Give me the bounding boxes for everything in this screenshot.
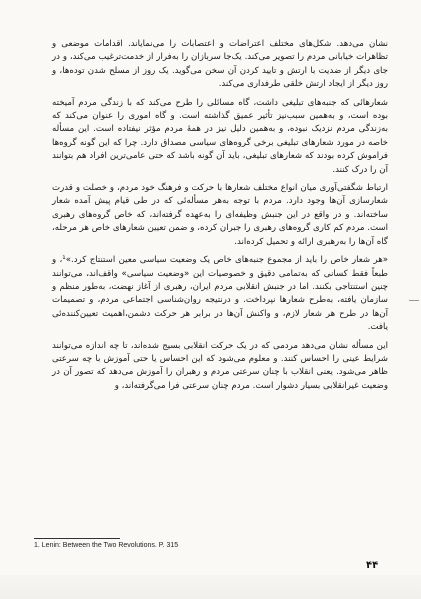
- paragraph: «هر شعار خاص را باید از مجموع جنبه‌های خاص یک وضعیت سیاسی معین استنتاج کرد.»¹، و طبعاً فقط کسانی که به‌تمامی دقیق و خصوصیات این «وضعیت سیاسی» واقف‌اند، می‌توانند چنین استنتاجی بکنند. اما در جنبش انقلابی مردم ایران، رهبری از آغاز نهضت، به‌طور منظم و سازمان یافته، به‌طرح شعارها نپرداخت. و درنتیجه روان‌شناسی اجتماعی مردم، و تصمیمات آن‌ها در طرح هر شعار لازم، و واکنش آن‌ها در برابر هر حرکت دشمن،اهمیت تعیین‌کننده‌ئی یافت.: [52, 255, 388, 333]
- paragraph: شعارهائی که جنبه‌های تبلیغی داشت، گاه مسائلی را طرح می‌کند که با زندگی مردم آمیخته بوده است، و به‌همین سبب‌نیز تأثیر عمیق گذاشته است. و گاه اموری را عنوان می‌کند که به‌زندگی مردم نزدیک نبوده، و به‌همین دلیل نیز در همهٔ مردم مؤثر نیفتاده است. این مسأله خاصه در مورد شعارهای تبلیغی برخی گروه‌های سیاسی مصداق دارد. چرا که این گونه گروه‌ها فراموش کرده بودند که شعارهای تبلیغی، باید آن گونه باشد که حتی عامی‌ترین افراد هم بتوانند آن را درک کنند.: [52, 97, 388, 175]
- paragraph: ارتباط شگفتی‌آوری میان انواع مختلف شعارها با حرکت و فرهنگ خود مردم، و خصلت و قدرت شعارسازی آن‌ها وجود دارد. مردم با توجه به‌هر مسأله‌ئی که در طی قیام پیش آمده شعار ساخته‌اند. و در واقع در این جنبش وظیفه‌ای را به‌عهده گرفته‌اند، که خاص گروه‌های رهبری است. مردم کم کاری گروه‌های رهبری را جبران کرده، و ضمن تعیین شعارهای خاص هر مرحله، گاه آن‌ها را به‌رهبری ارائه و تحمیل کرده‌اند.: [52, 183, 388, 247]
- scan-mark: [409, 300, 419, 301]
- body-text: [52, 38, 388, 398]
- paragraph: نشان می‌دهد. شکل‌های مختلف اعتراضات و اعتصابات را می‌نمایاند. اقدامات موضعی و تظاهرات خیابانی مردم را تصویر می‌کند. یک‌جا سربازان را به‌فرار از خدمت‌ترغیب می‌کند، و در جای دیگر از ضدیت با ارتش و تایید کردن آن سخن می‌گوید. یک روز از مسلح شدن توده‌ها، و روز دیگر از ایجاد ارتش خلقی طرفداری می‌کند.: [52, 39, 388, 90]
- paragraph: این مسأله نشان می‌دهد مردمی که در یک حرکت انقلابی بسیج شده‌اند، تا چه اندازه می‌توانند شرایط عینی را احساس کنند. و معلوم می‌شود که این احساس یا حتی آموزش با چه سرعتی ظاهر می‌شود. یعنی انقلاب با چنان سرعتی مردم و رهبران را آموزش می‌دهد که تصور آن در وضعیت غیرانقلابی بسیار دشوار است. مردم چنان سرعتی فرا می‌گرفته‌اند، و: [52, 340, 388, 391]
- page-bottom-edge: [0, 575, 421, 599]
- footnote: 1. Lenin: Between the Two Revolutions. P. 315: [34, 542, 179, 549]
- page-number: ۴۴: [366, 560, 379, 571]
- footnote-divider: [34, 538, 120, 539]
